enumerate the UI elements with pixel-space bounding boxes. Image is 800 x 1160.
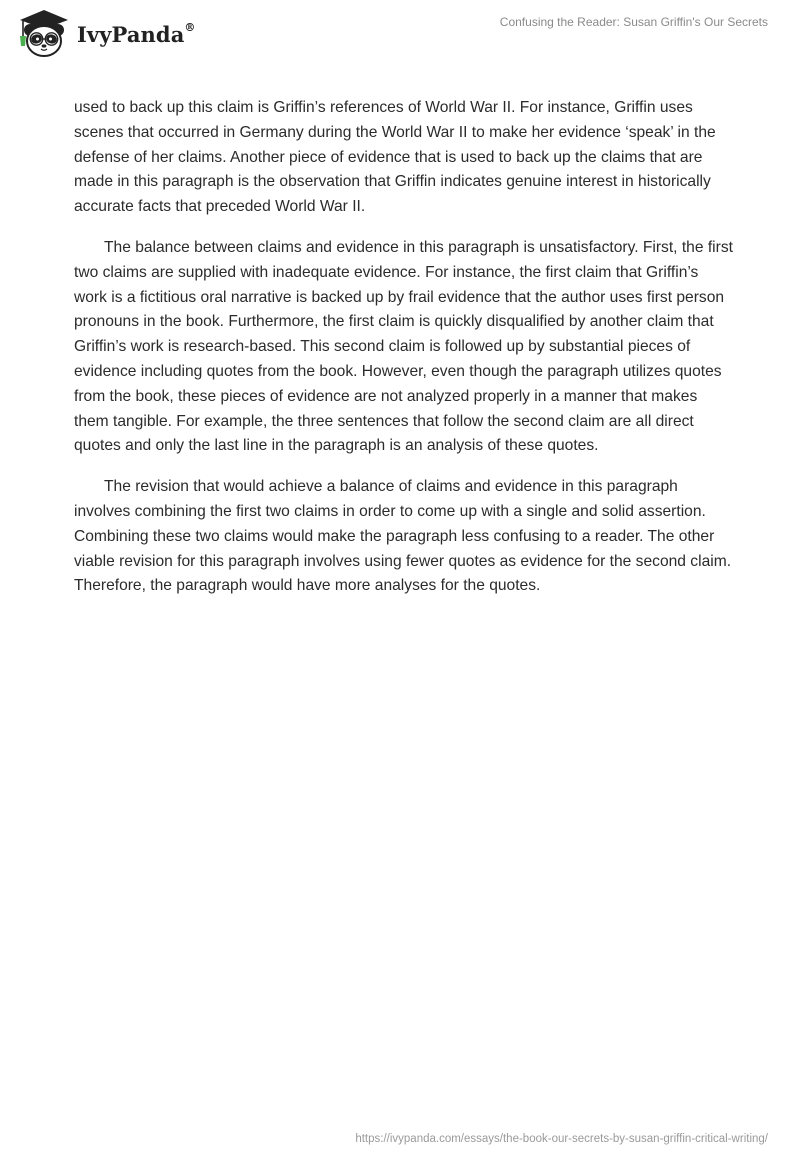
- brand-name: IvyPanda®: [77, 20, 196, 47]
- paragraph-1: used to back up this claim is Griffin’s references of World War II. For instance, Griffin uses scenes that occurred in Germany during the World War II to make her evidence ‘speak’ in the defense of her claims. Another piece of evidence that is used to back up the claims that are made in this paragraph is the observation that Griffin indicates genuine interest in historically accurate facts that preceded World War II.: [74, 99, 716, 216]
- panda-graduate-icon: [14, 6, 74, 58]
- source-url[interactable]: https://ivypanda.com/essays/the-book-our-secrets-by-susan-griffin-critical-writing/: [355, 1133, 768, 1145]
- page-header: [0, 0, 800, 64]
- paragraph-2: The balance between claims and evidence in this paragraph is unsatisfactory. First, the first two claims are supplied with inadequate evidence. For instance, the first claim that Griffin’s work is a fictitious oral narrative is backed up by frail evidence that the author uses first person pronouns in the book. Furthermore, the first claim is quickly disqualified by another claim that Griffin’s work is research-based. This second claim is followed up by substantial pieces of evidence including quotes from the book. However, even though the paragraph utilizes quotes from the book, these pieces of evidence are not analyzed properly in a manner that makes them tangible. For example, the three sentences that follow the second claim are all direct quotes and only the last line in the paragraph is an analysis of these quotes.: [74, 238, 733, 455]
- document-title: Confusing the Reader: Susan Griffin's Our Secrets: [499, 15, 768, 29]
- essay-body: [74, 96, 734, 615]
- brand-logo[interactable]: [14, 6, 196, 58]
- paragraph-3: The revision that would achieve a balance of claims and evidence in this paragraph involves combining the first two claims in order to come up with a single and solid assertion. Combining these two claims would make the paragraph less confusing to a reader. The other viable revision for this paragraph involves using fewer quotes as evidence for the second claim. Therefore, the paragraph would have more analyses for the quotes.: [74, 478, 732, 595]
